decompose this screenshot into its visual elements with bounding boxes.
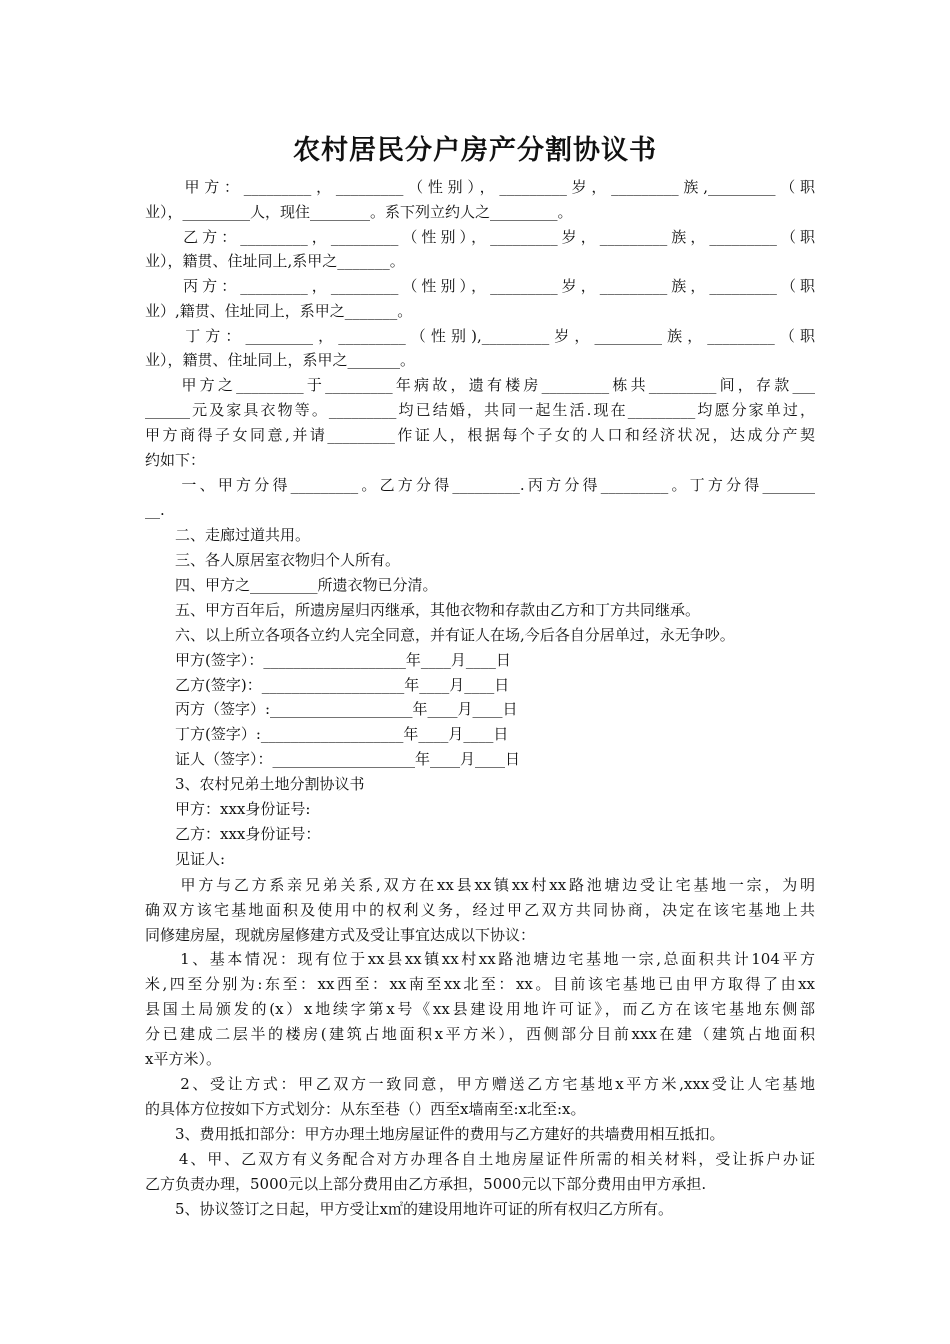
text-line: 约如下： — [145, 451, 206, 469]
text-line: 分已建成二层半的楼房(建筑占地面积x平方米），西侧部分目前xxx在建（建筑占地面积 — [145, 1025, 815, 1043]
text-line: 甲方：xxx身份证号: — [145, 800, 311, 818]
text-line: 乙方负责办理，5000元以上部分费用由乙方承担，5000元以下部分费用由甲方承担. — [145, 1175, 707, 1193]
text-line: 一、甲方分得_________。乙方分得_________.丙方分得_________。丁方分得_______ — [145, 476, 815, 494]
text-line: 业）,籍贯、住址同上，系甲之_______。 — [145, 302, 413, 320]
text-line: 五、甲方百年后，所遗房屋归丙继承，其他衣物和存款由乙方和丁方共同继承。 — [145, 601, 701, 619]
text-line: 见证人: — [145, 850, 226, 868]
signature-line: 丁方(签字）:___________________年____月____日 — [145, 725, 509, 743]
text-line: 的具体方位按如下方式划分：从东至巷（）西至x墙南至:x北至:x。 — [145, 1100, 586, 1118]
text-line: 4、甲、乙双方有义务配合对方办理各自土地房屋证件所需的相关材料，受让拆户办证 — [145, 1150, 815, 1168]
signature-line: 乙方(签字)：___________________年____月____日 — [145, 676, 510, 694]
text-line: 2、受让方式：甲乙双方一致同意，甲方赠送乙方宅基地x平方米,xxx受让人宅基地 — [145, 1075, 815, 1093]
text-line: 业），籍贯、住址同上,系甲之_______。 — [145, 252, 405, 270]
text-line: __. — [145, 501, 165, 519]
text-line: 甲方商得子女同意,并请_________作证人，根据每个子女的人口和经济状况，达成分产契 — [145, 426, 815, 444]
text-line: 5、协议签订之日起，甲方受让x㎡的建设用地许可证的所有权归乙方所有。 — [145, 1200, 674, 1218]
text-line: 甲方与乙方系亲兄弟关系,双方在xx县xx镇xx村xx路池塘边受让宅基地一宗，为明 — [145, 876, 815, 894]
text-line: 业），_________人，现住________。系下列立约人之_________。 — [145, 203, 573, 221]
text-line: 四、甲方之_________所遗衣物已分清。 — [145, 576, 438, 594]
text-line: 3、费用抵扣部分：甲方办理土地房屋证件的费用与乙方建好的共墙费用相互抵扣。 — [145, 1125, 725, 1143]
text-line: 甲方：_________，_________（性别），_________岁，_________族,_________（职 — [145, 178, 815, 196]
text-line: 丙方：_________，_________（性别），_________岁，_________族，_________（职 — [145, 277, 815, 295]
text-line: 县国土局颁发的(x）x地续字第x号《xx县建设用地许可证》，而乙方在该宅基地东侧部 — [145, 1000, 815, 1018]
text-line: 业），籍贯、住址同上，系甲之_______。 — [145, 351, 416, 369]
text-line: 乙方：xxx身份证号： — [145, 825, 321, 843]
signature-line: 证人（签字）：___________________年____月____日 — [145, 750, 521, 768]
text-line: x平方米）。 — [145, 1050, 221, 1068]
text-line: 确双方该宅基地面积及使用中的权利义务，经过甲乙双方共同协商，决定在该宅基地上共 — [145, 901, 815, 919]
text-line: ______元及家具衣物等。_________均已结婚，共同一起生活.现在_________均愿分家单过， — [145, 401, 815, 419]
text-line: 三、各人原居室衣物归个人所有。 — [145, 551, 401, 569]
document-title: 农村居民分户房产分割协议书 — [293, 135, 657, 166]
signature-line: 丙方（签字）:___________________年____月____日 — [145, 700, 518, 718]
text-line: 二、走廊过道共用。 — [145, 526, 311, 544]
text-line: 1、基本情况：现有位于xx县xx镇xx村xx路池塘边宅基地一宗,总面积共计104平方 — [145, 950, 815, 968]
section-heading: 3、农村兄弟土地分割协议书 — [145, 775, 365, 793]
signature-line: 甲方(签字）：___________________年____月____日 — [145, 651, 511, 669]
text-line: 甲方之_________于_________年病故，遗有楼房_________栋共_________间，存款___ — [145, 376, 815, 394]
text-line: 六、以上所立各项各立约人完全同意，并有证人在场,今后各自分居单过，永无争吵。 — [145, 626, 735, 644]
text-line: 乙方：_________，_________（性别），_________岁，_________族，_________（职 — [145, 228, 815, 246]
text-line: 丁方：_________，_________（性别),_________岁，_________族，_________（职 — [145, 327, 815, 345]
text-line: 同修建房屋，现就房屋修建方式及受让事宜达成以下协议： — [145, 926, 536, 944]
text-line: 米,四至分别为:东至：xx西至：xx南至xx北至：xx。目前该宅基地已由甲方取得了由xx — [145, 975, 815, 993]
